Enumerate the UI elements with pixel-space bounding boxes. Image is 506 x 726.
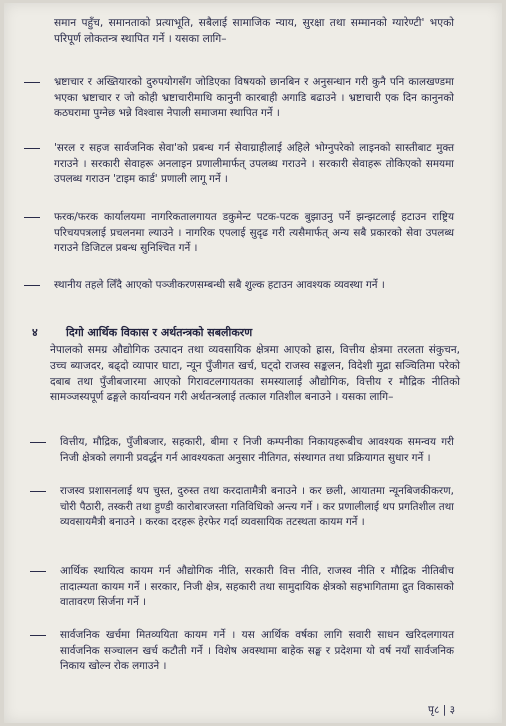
bullet-dash xyxy=(30,442,46,443)
section-paragraph: नेपालको समग्र औद्योगिक उत्पादन तथा व्यवसायिक क्षेत्रमा आएको ह्रास, वित्तीय क्षेत्रमा तरलता संकुचन, उच्च ब्याजदर, बढ्दो व्यापार घाटा, न्यून पुँजीगत खर्च, घट्दो राजस्व सङ्कलन, विदेशी मुद्रा सञ्चितिमा परेको दबाब तथा पुँजीबजारमा आएको गिरावटलगायतका समस्यालाई औद्योगिक, वित्तीय र मौद्रिक नीतिको सामञ्जस्यपूर्ण ढङ्गले कार्यान्वयन गरी अर्थतन्त्रलाई तत्काल गतिशील बनाउने । यसका लागि– xyxy=(50,344,460,404)
bullet-text: भ्रष्टाचार र अख्तियारको दुरुपयोगसँग जोडिएका विषयको छानबिन र अनुसन्धान गरी कुनै पनि कालखण्डमा भएका भ्रष्टाचार र जो कोही भ्रष्टाचारीमाथि कानुनी कारबाही अगाडि बढाउने । भ्रष्टाचारी एक दिन कानुनको कठघरामा पुग्नेछ भन्ने विश्वास नेपाली समाजमा स्थापित गर्ने । xyxy=(54,76,454,120)
bullet-dash xyxy=(30,491,46,492)
bullet-item xyxy=(54,210,454,257)
bullet-item xyxy=(60,564,454,611)
document-page xyxy=(4,3,502,723)
page-number: पृ८ | ३ xyxy=(428,704,456,716)
bullet-dash xyxy=(24,82,40,83)
bullet-text: फरक/फरक कार्यालयमा नागरिकतालगायत डकुमेन्ट पटक-पटक बुझाउनु पर्ने झन्झटलाई हटाउन राष्ट्रिय परिचयपत्रलाई प्रचलनमा ल्याउने । नागरिक एपलाई सुदृढ गरी त्यसैमार्फत् अन्य सबै प्रकारको सेवा उपलब्ध गराउने डिजिटल प्रबन्ध सुनिश्चित गर्ने । xyxy=(54,211,454,255)
bullet-item xyxy=(60,484,454,531)
bullet-text: राजस्व प्रशासनलाई थप चुस्त, दुरुस्त तथा करदातामैत्री बनाउने । कर छली, आयातमा न्यूनबिजकीकरण, चोरी पैठारी, तस्करी तथा हुण्डी कारोबारजस्ता गतिविधिको अन्त्य गर्ने । कर प्रणालीलाई थप प्रगतिशील तथा व्यवसायमैत्री बनाउने । करका दरहरू हेरफेर गर्दा व्यवसायिक तटस्थता कायम गर्ने । xyxy=(60,485,454,529)
bullet-item xyxy=(60,435,454,466)
section-number: ४ xyxy=(32,326,38,339)
intro-paragraph: समान पहुँच, समानताको प्रत्याभूति, सबैलाई सामाजिक न्याय, सुरक्षा तथा सम्मानको ग्यारेण्टी' भएको परिपूर्ण लोकतन्त्र स्थापित गर्ने । यसका लागि– xyxy=(54,17,454,45)
bullet-text: आर्थिक स्थायित्व कायम गर्न औद्योगिक नीति, सरकारी वित्त नीति, राजस्व नीति र मौद्रिक नीतिबीच तादात्म्यता कायम गर्ने । सरकार, निजी क्षेत्र, सहकारी तथा सामुदायिक क्षेत्रको सहभागितामा द्रुत विकासको वातावरण सिर्जना गर्ने । xyxy=(60,565,454,609)
section-title: दिगो आर्थिक विकास र अर्थतन्त्रको सबलीकरण xyxy=(66,326,253,339)
bullet-item xyxy=(60,628,454,675)
bullet-text: 'सरल र सहज सार्वजनिक सेवा'को प्रबन्ध गर्न सेवाग्राहीलाई अहिले भोग्नुपरेको लाइनको सास्तीबाट मुक्त गराउने । सरकारी सेवाहरू अनलाइन प्रणालीमार्फत् उपलब्ध गराउने । सरकारी सेवाहरू तोकिएको समयमा उपलब्ध गराउन 'टाइम कार्ड' प्रणाली लागू गर्ने । xyxy=(54,142,454,186)
bullet-dash xyxy=(30,571,46,572)
bullet-dash xyxy=(24,217,40,218)
bullet-dash xyxy=(30,635,46,636)
bullet-text: स्थानीय तहले लिँदै आएको पञ्जीकरणसम्बन्धी सबै शुल्क हटाउन आवश्यक व्यवस्था गर्ने । xyxy=(54,279,385,291)
bullet-item xyxy=(54,141,454,188)
bullet-item xyxy=(54,75,454,122)
bullet-text: वित्तीय, मौद्रिक, पुँजीबजार, सहकारी, बीमा र निजी कम्पनीका निकायहरूबीच आवश्यक समन्वय गरी निजी क्षेत्रको लगानी प्रवर्द्धन गर्न आवश्यकता अनुसार नीतिगत, संस्थागत तथा प्रक्रियागत सुधार गर्ने । xyxy=(60,436,454,464)
bullet-dash xyxy=(24,285,40,286)
bullet-item xyxy=(54,278,454,294)
bullet-text: सार्वजनिक खर्चमा मितव्ययिता कायम गर्ने । यस आर्थिक वर्षका लागि सवारी साधन खरिदलगायत सार्वजनिक सञ्चालन खर्च कटौती गर्ने । विशेष अवस्थामा बाहेक सङ्घ र प्रदेशमा यो वर्ष नयाँ सार्वजनिक निकाय खोल्न रोक लगाउने । xyxy=(60,629,454,673)
bullet-dash xyxy=(24,148,40,149)
